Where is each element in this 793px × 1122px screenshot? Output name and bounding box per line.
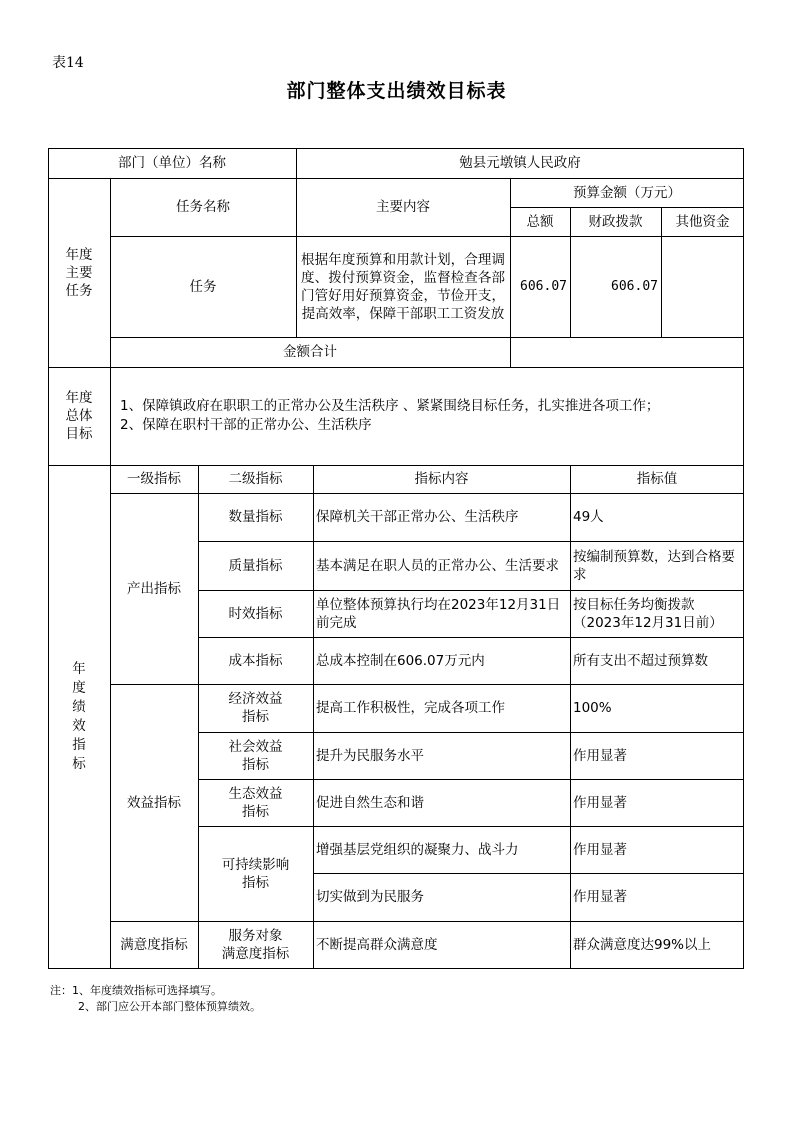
other-funds-header: 其他资金 (675, 213, 730, 230)
level2-cell: 社会效益 指标 (228, 738, 283, 773)
level2-cell: 成本指标 (228, 652, 283, 669)
task-name-cell: 任务 (189, 278, 217, 295)
indicator-content-cell: 提高工作积极性，完成各项工作 (316, 700, 505, 716)
satisfaction-indicator-label: 满意度指标 (120, 937, 188, 953)
indicator-value-cell: 作用显著 (573, 794, 627, 811)
total-header: 总额 (526, 213, 554, 230)
task-other-cell (661, 236, 744, 337)
indicator-value-cell: 作用显著 (573, 747, 627, 764)
indicator-value-cell: 所有支出不超过预算数 (573, 652, 708, 669)
indicator-content-cell: 提升为民服务水平 (316, 747, 424, 764)
benefit-indicator-label: 效益指标 (127, 794, 181, 811)
dept-name-label: 部门（单位）名称 (118, 155, 226, 171)
table-number: 表14 (52, 55, 84, 71)
fiscal-allocation-header: 财政拨款 (588, 213, 643, 230)
overall-goal-line-1: 1、保障镇政府在职职工的正常办公及生活秩序 、紧紧围绕目标任务，扎实推进各项工作； (120, 398, 660, 414)
level2-cell: 数量指标 (228, 509, 283, 525)
level2-header: 二级指标 (228, 471, 283, 487)
overall-goal-line-2: 2、保障在职村干部的正常办公、生活秩序 (120, 417, 372, 433)
indicator-content-cell: 不断提高群众满意度 (316, 937, 438, 953)
indicator-value-cell: 作用显著 (573, 841, 627, 858)
overall-goal-content (110, 367, 744, 465)
footnote-2: 2、部门应公开本部门整体预算绩效。 (78, 1000, 261, 1013)
task-content-cell: 根据年度预算和用款计划，合理调度、拨付预算资金，监督检查各部门管好用好预算资金，节俭开支，提高效率，保障干部职工工资发放 (301, 251, 505, 322)
indicator-content-cell: 增强基层党组织的凝聚力、战斗力 (316, 841, 519, 858)
level2-cell: 时效指标 (228, 605, 283, 622)
output-indicator-label: 产出指标 (127, 580, 181, 597)
indicator-value-cell: 按编制预算数，达到合格要求 (573, 548, 735, 583)
footnote-1: 注：1、年度绩效指标可选择填写。 (50, 984, 222, 997)
indicator-value-cell: 按目标任务均衡拨款（2023年12月31日前） (573, 596, 723, 631)
indicator-content-cell: 基本满足在职人员的正常办公、生活要求 (316, 557, 559, 574)
budget-amount-header: 预算金额（万元） (573, 184, 681, 201)
indicator-value-cell: 100% (573, 700, 612, 716)
level1-header: 一级指标 (127, 471, 181, 487)
level2-cell: 生态效益 指标 (228, 785, 283, 820)
task-name-header: 任务名称 (176, 199, 230, 215)
indicator-content-cell: 单位整体预算执行均在2023年12月31日前完成 (316, 596, 561, 631)
footnotes (50, 983, 261, 1015)
level2-cell: 质量指标 (228, 557, 283, 574)
overall-goal-label: 年度 总体 目标 (65, 390, 93, 442)
main-content-header: 主要内容 (376, 199, 430, 215)
level2-cell: 经济效益 指标 (228, 691, 283, 725)
indicator-content-cell: 保障机关干部正常办公、生活秩序 (316, 509, 519, 525)
indicator-value-header: 指标值 (636, 471, 678, 487)
indicator-value-cell: 49人 (573, 509, 604, 525)
indicator-content-header: 指标内容 (414, 471, 469, 487)
level2-cell: 可持续影响 指标 (221, 856, 290, 891)
task-fiscal-cell: 606.07 (611, 278, 658, 294)
indicator-value-cell: 群众满意度达99%以上 (573, 937, 712, 953)
indicator-value-cell: 作用显著 (573, 889, 627, 905)
page-title: 部门整体支出绩效目标表 (286, 80, 507, 102)
task-total-cell: 606.07 (520, 278, 567, 294)
indicator-content-cell: 切实做到为民服务 (316, 889, 424, 905)
amount-total-label: 金额合计 (283, 344, 337, 360)
dept-name-value: 勉县元墩镇人民政府 (459, 155, 581, 171)
indicator-content-cell: 促进自然生态和谐 (316, 794, 424, 811)
annual-task-label: 年度 主要 任务 (65, 246, 93, 299)
annual-indicators-label: 年 度 绩 效 指 标 (72, 661, 86, 772)
level2-cell: 服务对象 满意度指标 (221, 928, 290, 962)
indicator-content-cell: 总成本控制在606.07万元内 (316, 652, 485, 669)
